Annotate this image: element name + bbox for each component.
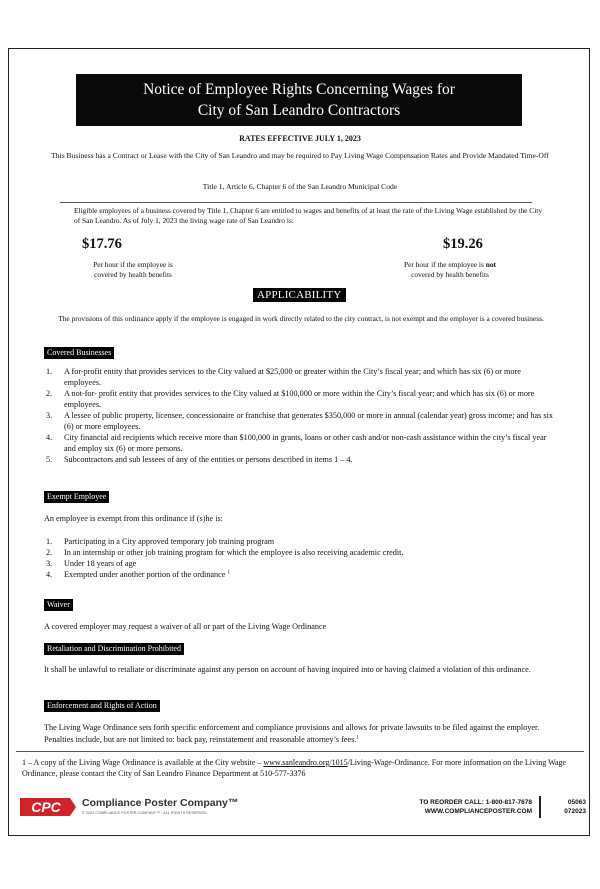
item-text: Subcontractors and sub lessees of any of the entities or persons described in items 1 – 4. xyxy=(64,455,353,464)
company-name: Compliance Poster Company™ xyxy=(82,797,239,809)
retaliation-heading: Retaliation and Discrimination Prohibited xyxy=(44,643,184,655)
item-text: A for-profit entity that provides services to the City valued at $25,000 or greater within the City’s fiscal year; and which has six (6) or more employees. xyxy=(64,367,521,387)
rate-with-benefits-desc xyxy=(58,260,208,280)
copyright: © 2023 COMPLIANCE POSTER COMPANY™ · ALL RIGHTS RESERVED. xyxy=(82,811,208,815)
rate-desc-line xyxy=(370,260,530,270)
list-item xyxy=(46,547,556,558)
item-number: 3. xyxy=(46,411,53,420)
title-line-1: Notice of Employee Rights Concerning Wages for xyxy=(143,81,455,98)
footnote-ref: 1 xyxy=(227,570,230,576)
list-item xyxy=(46,388,556,410)
divider-top xyxy=(60,202,532,203)
item-text: A lessee of public property, licensee, concessionaire or franchise that generates $350,000 or more in annual (calendar year) gross income; and has six (6) or more employees. xyxy=(64,411,553,431)
item-text: City financial aid recipients which receive more than $100,000 in grants, loans or other cash and/or non-cash assistance within the city’s fiscal year and employ six (6) or more persons. xyxy=(64,433,547,453)
retaliation-text: It shall be unlawful to retaliate or discriminate against any person on account of having inquired into or having claimed a violation of this ordinance. xyxy=(44,665,531,674)
item-number: 3. xyxy=(46,559,53,568)
rate-without-benefits: $19.26 xyxy=(443,236,483,252)
poster-code-2: 072023 xyxy=(564,808,586,815)
eligible-text: Eligible employees of a business covered by Title 1, Chapter 6 are entitled to wages and benefits of at least the rate of the Living Wage established by the City of San Leandro. As of July 1, 2023 the living wage rate of San Leandro is: xyxy=(74,206,543,225)
rate-desc-line: Per hour if the employee is xyxy=(93,260,173,269)
title-line-2: City of San Leandro Contractors xyxy=(197,102,401,119)
divider-footnote xyxy=(16,751,584,752)
item-number: 1. xyxy=(46,537,53,546)
rates-effective: RATES EFFECTIVE JULY 1, 2023 xyxy=(239,134,361,143)
item-number: 1. xyxy=(46,367,53,376)
waiver-heading: Waiver xyxy=(44,599,73,611)
rate-without-benefits-desc xyxy=(370,260,530,280)
exempt-employee-list xyxy=(46,536,556,580)
reorder-website: WWW.COMPLIANCEPOSTER.COM xyxy=(424,808,532,815)
enforcement-text xyxy=(44,722,552,746)
list-item xyxy=(46,366,556,388)
ordinance-link[interactable]: www.sanleandro.org/1015 xyxy=(263,758,348,767)
list-item xyxy=(46,454,556,465)
reorder-info xyxy=(380,798,532,816)
footnote-ref: 1 xyxy=(356,735,359,741)
applicability-heading: APPLICABILITY xyxy=(253,288,346,302)
item-text: In an internship or other job training program for which the employee is also receiving academic credit. xyxy=(64,548,404,557)
covered-businesses-list xyxy=(46,366,556,465)
item-number: 5. xyxy=(46,455,53,464)
list-item xyxy=(46,536,556,547)
code-reference: Title 1, Article 6, Chapter 6 of the San Leandro Municipal Code xyxy=(202,182,398,191)
rate-desc-pre: Per hour if the employee is xyxy=(404,260,486,269)
item-number: 2. xyxy=(46,389,53,398)
logo-text: CPC xyxy=(31,799,61,815)
item-number: 4. xyxy=(46,570,53,579)
exempt-employee-intro: An employee is exempt from this ordinance if (s)he is: xyxy=(44,514,223,523)
poster-title xyxy=(76,74,522,126)
footnote-post: /Living-Wage-Ordinance. For more information on the Living Wage Ordinance, please contact the City of San Leandro Finance Department at 510-577-3376 xyxy=(22,758,567,778)
list-item xyxy=(46,569,556,580)
rate-desc-line: covered by health benefits xyxy=(94,270,172,279)
item-text: A not-for- profit entity that provides services to the City valued at $100,000 or more within the City’s fiscal year; and which has six (6) or more employees. xyxy=(64,389,535,409)
rate-desc-emphasis: not xyxy=(485,260,496,269)
item-number: 4. xyxy=(46,433,53,442)
list-item xyxy=(46,558,556,569)
item-text: Participating in a City approved temporary job training program xyxy=(64,537,275,546)
cpc-logo xyxy=(18,796,78,818)
item-number: 2. xyxy=(46,548,53,557)
applicability-text: The provisions of this ordinance apply if the employee is engaged in work directly related to the city contract, is not exempt and the employer is a covered business. xyxy=(58,314,544,323)
poster-code-1: 05063 xyxy=(567,799,586,806)
footer-divider xyxy=(539,796,541,818)
item-text: Under 18 years of age xyxy=(64,559,137,568)
enforcement-body: The Living Wage Ordinance sets forth specific enforcement and compliance provisions and allows for private lawsuits to be filed against the employer. Penalties include, but are not limited to: back pay, reinstatement and reasonable attorney’s fees. xyxy=(44,723,540,744)
exempt-employee-heading: Exempt Employee xyxy=(44,491,109,503)
enforcement-heading: Enforcement and Rights of Action xyxy=(44,700,160,712)
poster-codes xyxy=(546,798,586,816)
item-text: Exempted under another portion of the ordinance xyxy=(64,570,226,579)
list-item xyxy=(46,410,556,432)
intro-text: This Business has a Contract or Lease with the City of San Leandro and may be required to Pay Living Wage Compensation Rates and Provide Mandated Time-Off xyxy=(51,151,549,160)
covered-businesses-heading: Covered Businesses xyxy=(44,347,114,359)
list-item xyxy=(46,432,556,454)
footnote-pre: 1 – A copy of the Living Wage Ordinance is available at the City website – xyxy=(22,758,264,767)
waiver-text: A covered employer may request a waiver of all or part of the Living Wage Ordinance xyxy=(44,622,327,631)
footnote xyxy=(22,757,582,779)
rate-with-benefits: $17.76 xyxy=(82,236,122,252)
reorder-phone: TO REORDER CALL: 1-800-817-7678 xyxy=(419,799,532,806)
rate-desc-line: covered by health benefits xyxy=(411,270,489,279)
